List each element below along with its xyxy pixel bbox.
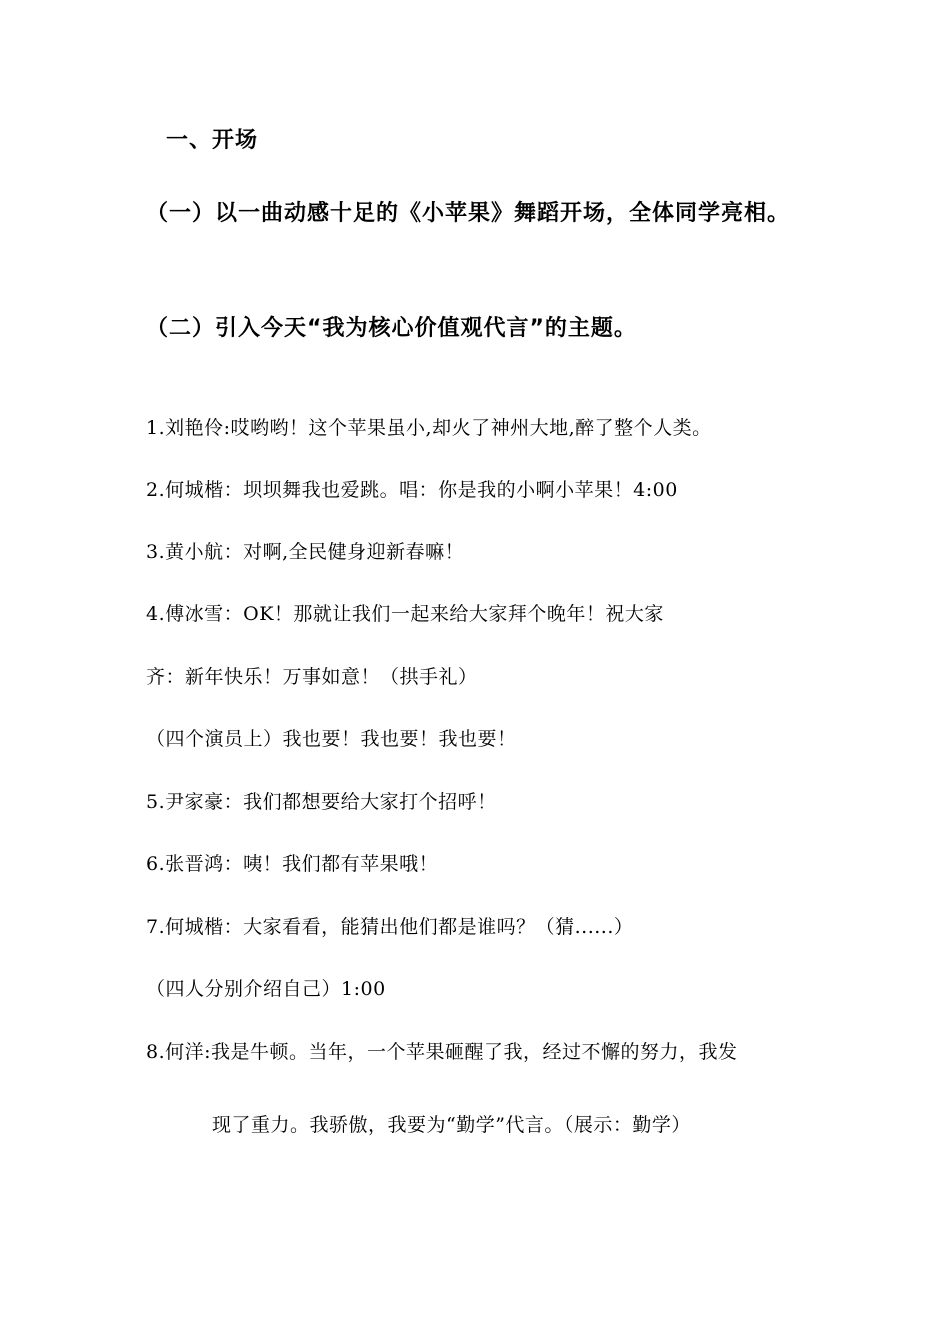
script-line-7: 5.尹家豪：我们都想要给大家打个招呼！ xyxy=(146,791,497,813)
script-line-10: （四人分别介绍自己）1:00 xyxy=(146,978,386,1000)
script-line-3: 3.黄小航：对啊,全民健身迎新春嘛！ xyxy=(146,541,465,563)
section-heading: 一、开场 xyxy=(166,128,259,153)
script-line-5: 齐：新年快乐！万事如意！（拱手礼） xyxy=(146,666,478,688)
script-line-11: 8.何洋:我是牛顿。当年，一个苹果砸醒了我，经过不懈的努力，我发 xyxy=(146,1041,738,1063)
script-line-1: 1.刘艳伶:哎哟哟！这个苹果虽小,却火了神州大地,醉了整个人类。 xyxy=(146,417,712,439)
script-line-6: （四个演员上）我也要！我也要！我也要！ xyxy=(146,728,517,750)
script-line-2: 2.何城楷：坝坝舞我也爱跳。唱：你是我的小啊小苹果！4:00 xyxy=(146,479,678,501)
script-line-4: 4.傅冰雪：OK！那就让我们一起来给大家拜个晚年！祝大家 xyxy=(146,603,664,625)
section-item-2: （二）引入今天“我为核心价值观代言”的主题。 xyxy=(146,316,637,341)
script-line-9: 7.何城楷：大家看看，能猜出他们都是谁吗？（猜......） xyxy=(146,916,634,938)
script-line-12: 现了重力。我骄傲，我要为“勤学”代言。（展示：勤学） xyxy=(212,1114,691,1136)
script-line-8: 6.张晋鸿：咦！我们都有苹果哦！ xyxy=(146,853,439,875)
section-item-1: （一）以一曲动感十足的《小苹果》舞蹈开场，全体同学亮相。 xyxy=(146,201,791,226)
